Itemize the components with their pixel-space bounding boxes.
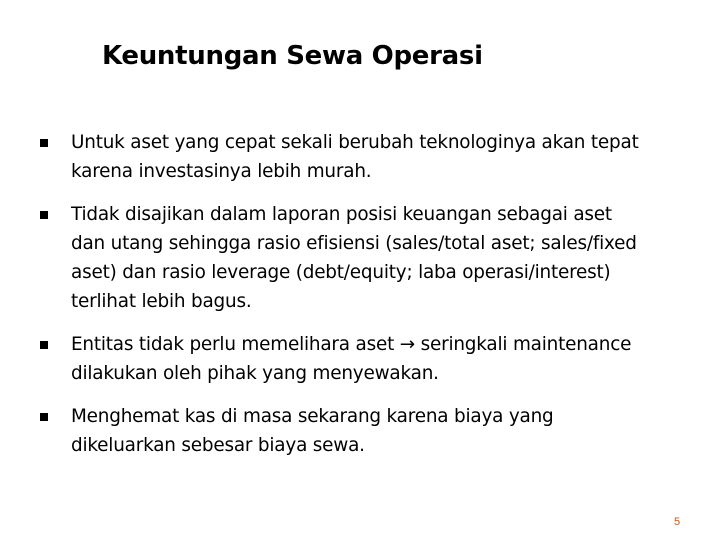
bullet-item-1: [40, 128, 690, 186]
bullet-4-line-1: Menghemat kas di masa sekarang karena biaya yang: [71, 406, 554, 427]
square-bullet-icon: [40, 413, 48, 421]
page-number: 5: [674, 516, 681, 528]
bullet-item-2: [40, 200, 690, 316]
bullet-2-line-2: dan utang sehingga rasio efisiensi (sales/total aset; sales/fixed: [71, 233, 637, 254]
square-bullet-icon: [40, 211, 48, 219]
bullet-1-line-2: karena investasinya lebih murah.: [71, 161, 372, 182]
bullet-item-3: [40, 330, 690, 388]
bullet-2-line-4: terlihat lebih bagus.: [71, 291, 252, 312]
slide-title: Keuntungan Sewa Operasi: [102, 41, 483, 71]
bullet-4-line-2: dikeluarkan sebesar biaya sewa.: [71, 435, 365, 456]
bullet-2-line-1: Tidak disajikan dalam laporan posisi keuangan sebagai aset: [71, 204, 612, 225]
bullet-1-line-1: Untuk aset yang cepat sekali berubah teknologinya akan tepat: [71, 132, 639, 153]
square-bullet-icon: [40, 341, 48, 349]
square-bullet-icon: [40, 139, 48, 147]
bullet-3-line-1: Entitas tidak perlu memelihara aset → seringkali maintenance: [71, 334, 632, 355]
bullet-2-line-3: aset) dan rasio leverage (debt/equity; laba operasi/interest): [71, 262, 611, 283]
bullet-3-line-2: dilakukan oleh pihak yang menyewakan.: [71, 363, 439, 384]
bullet-item-4: [40, 402, 690, 460]
bullet-list: [40, 128, 690, 460]
